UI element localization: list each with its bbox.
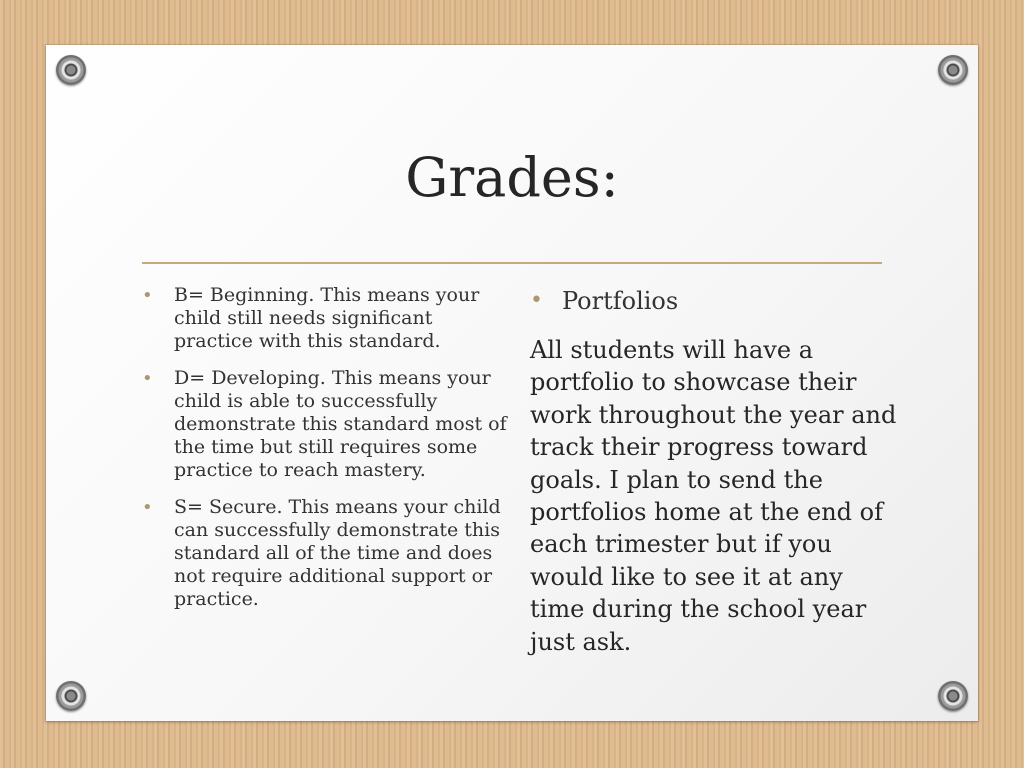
portfolios-heading-text: Portfolios bbox=[562, 287, 679, 315]
slide-title: Grades: bbox=[405, 146, 619, 209]
bullet-developing bbox=[142, 367, 510, 482]
thumbtack-icon bbox=[56, 681, 86, 711]
bullet-beginning bbox=[142, 284, 510, 353]
bullet-secure bbox=[142, 496, 510, 611]
bullet-marker: • bbox=[142, 368, 153, 389]
title-divider bbox=[142, 262, 882, 264]
grades-bullet-list bbox=[142, 284, 510, 625]
thumbtack-icon bbox=[56, 55, 86, 85]
thumbtack-icon bbox=[938, 681, 968, 711]
portfolios-section bbox=[530, 284, 902, 658]
bullet-marker: • bbox=[142, 285, 153, 306]
bullet-text: S= Secure. This means your child can successfully demonstrate this standard all of the time and does not require additional support or practice. bbox=[174, 496, 501, 610]
thumbtack-icon bbox=[938, 55, 968, 85]
portfolios-heading bbox=[530, 284, 902, 318]
bullet-text: B= Beginning. This means your child still needs significant practice with this standard. bbox=[174, 284, 480, 352]
bullet-marker: • bbox=[530, 288, 543, 313]
bullet-marker: • bbox=[142, 497, 153, 518]
bullet-text: D= Developing. This means your child is able to successfully demonstrate this standard most of the time but still requires some practice to reach mastery. bbox=[174, 367, 507, 481]
portfolios-paragraph: All students will have a portfolio to showcase their work throughout the year and track their progress toward goals. I plan to send the portfolios home at the end of each trimester but if you would like to see it at any time during the school year just ask. bbox=[530, 336, 897, 656]
